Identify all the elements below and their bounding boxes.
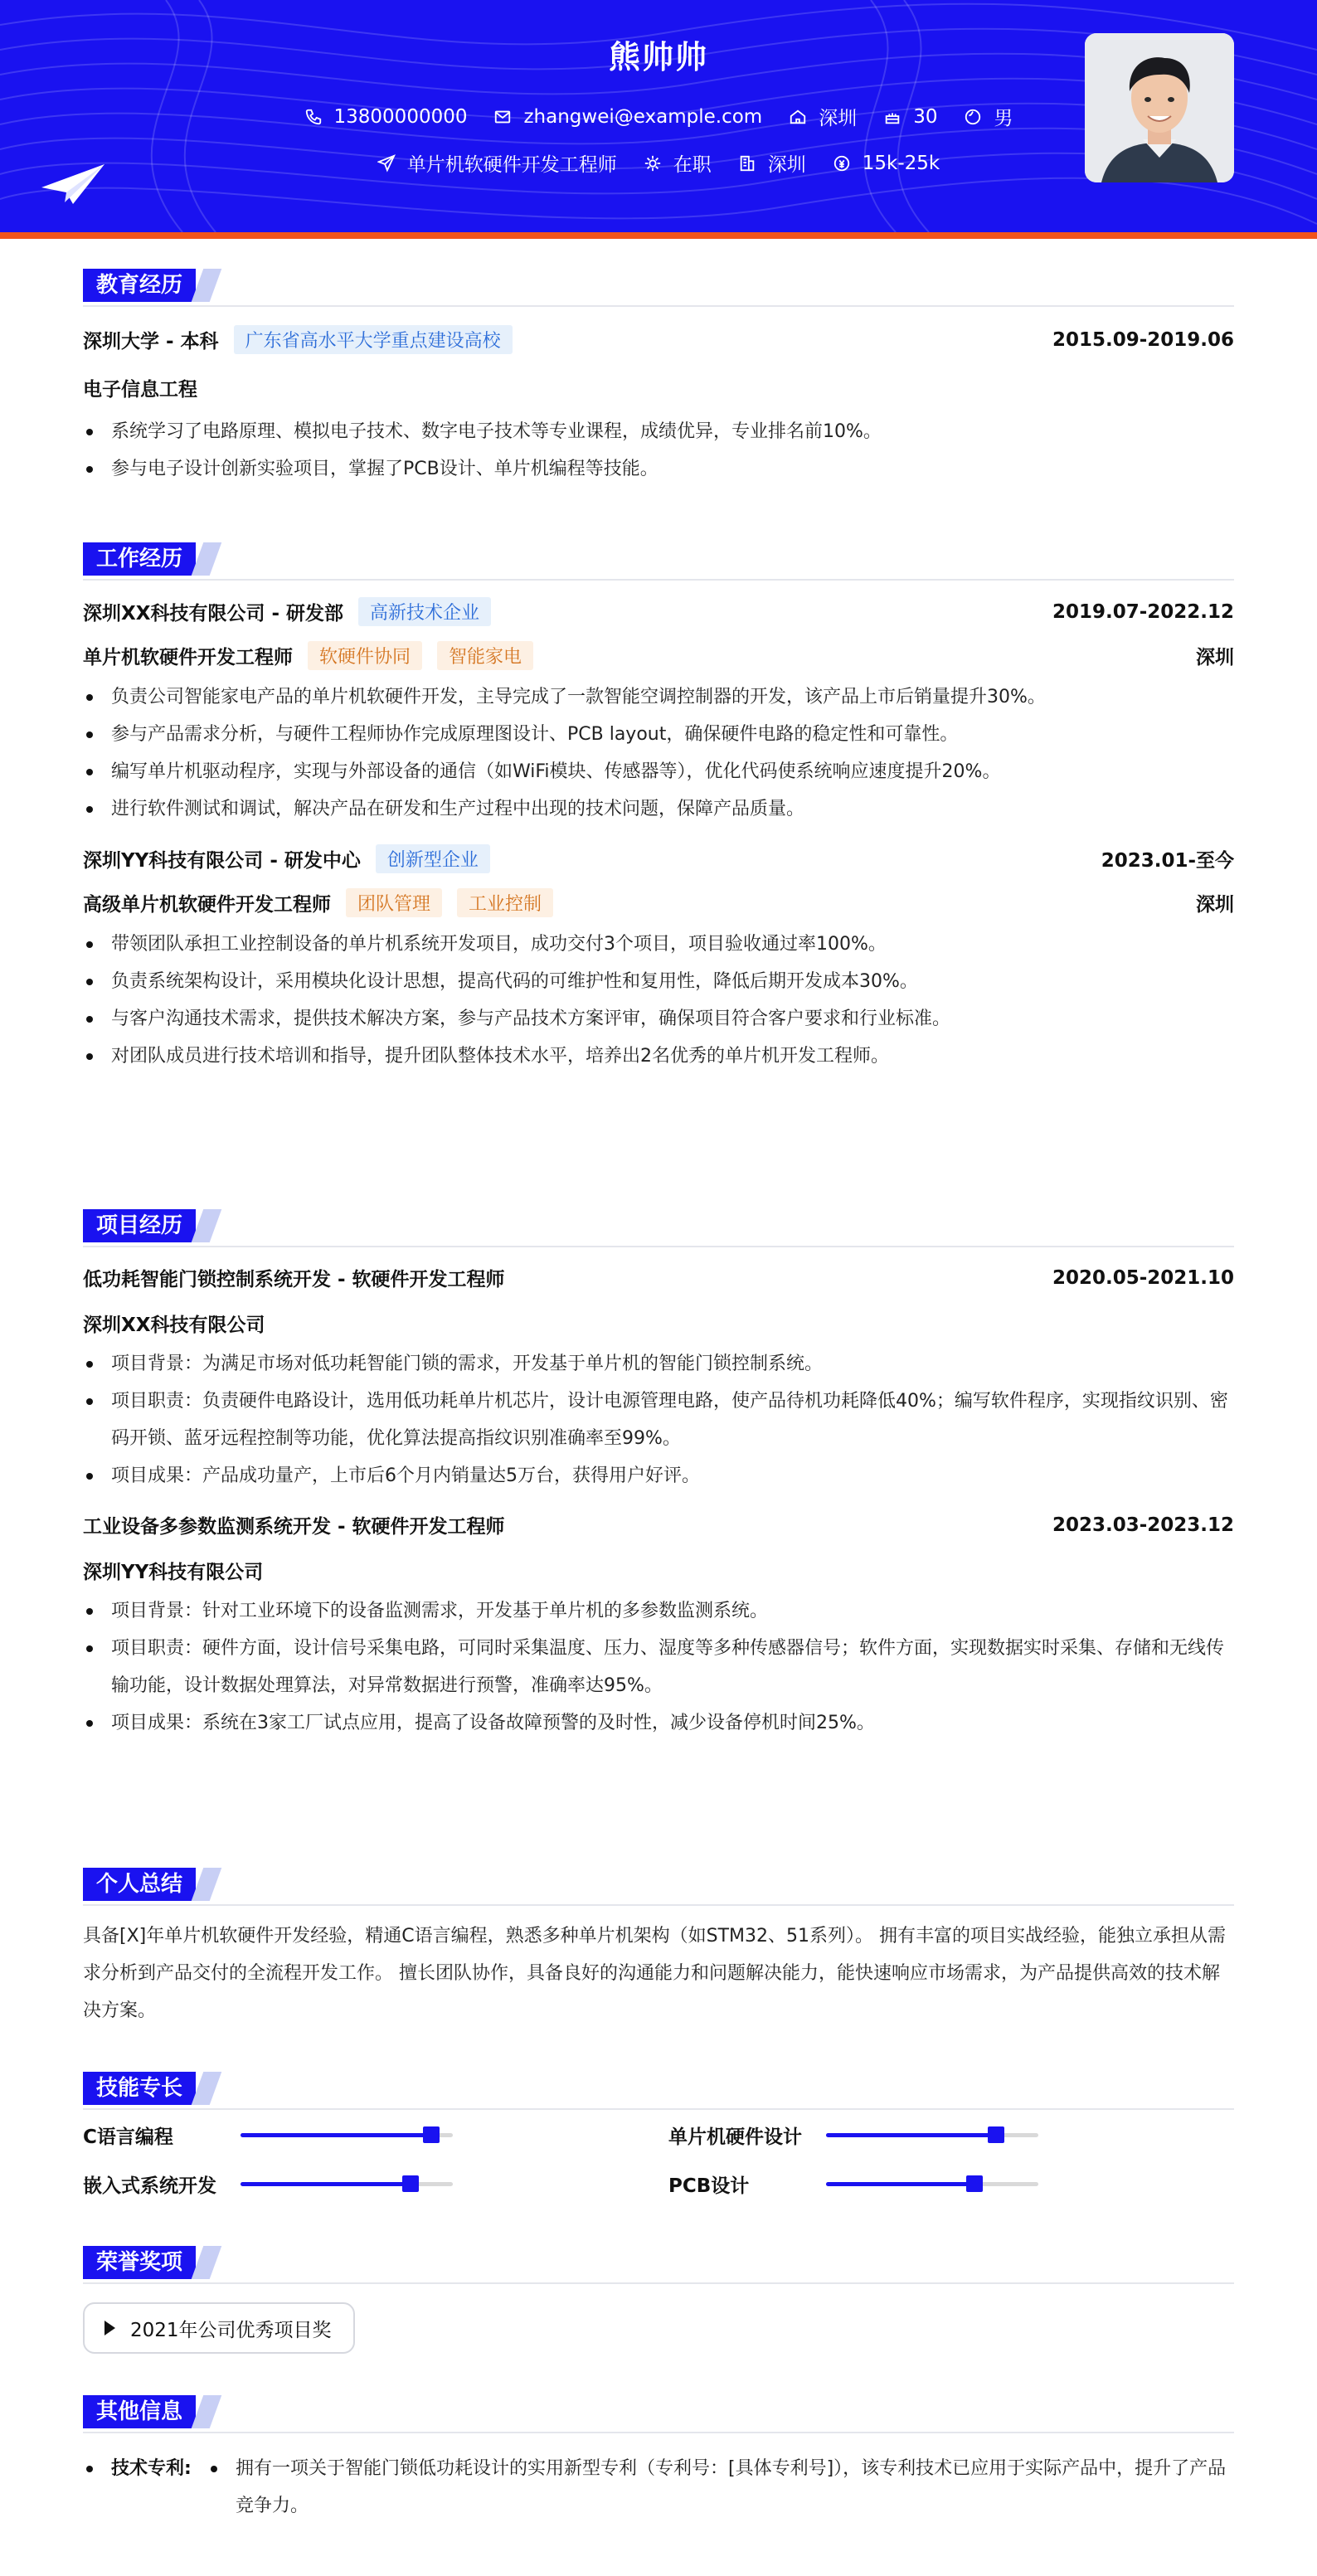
section-header xyxy=(83,1856,1234,1906)
phone-text: 13800000000 xyxy=(333,105,468,128)
other-info-row xyxy=(83,2450,1234,2525)
skill-bar xyxy=(826,2182,1038,2186)
skill-knob xyxy=(988,2126,1004,2143)
job-entry xyxy=(83,597,1234,828)
job-company-row xyxy=(83,597,1234,626)
job-city: 深圳 xyxy=(1196,894,1234,916)
job-bullets xyxy=(83,926,1234,1075)
section-header xyxy=(83,2384,1234,2433)
award-text: 2021年公司优秀项目奖 xyxy=(130,2319,332,2341)
list-item: 参与电子设计创新实验项目，掌握了PCB设计、单片机编程等技能。 xyxy=(83,450,1234,488)
company-tag: 高新技术企业 xyxy=(358,597,491,626)
skill-item xyxy=(83,2122,668,2149)
list-item: 项目成果：系统在3家工厂试点应用，提高了设备故障预警的及时性，减少设备停机时间25%。 xyxy=(83,1704,1234,1742)
salary-icon xyxy=(833,154,851,173)
send-icon xyxy=(377,154,396,173)
triangle-right-icon xyxy=(104,2321,115,2335)
list-item: 负责系统架构设计，采用模块化设计思想，提高代码的可维护性和复用性，降低后期开发成本30%。 xyxy=(83,963,1234,1000)
others-section xyxy=(83,2384,1234,2541)
resume-header xyxy=(0,0,1317,232)
role-tag: 智能家电 xyxy=(437,641,533,670)
target-position-text: 单片机软硬件开发工程师 xyxy=(406,154,617,176)
skill-bar xyxy=(826,2133,1038,2137)
gender-item xyxy=(964,103,1013,130)
skill-knob xyxy=(402,2175,419,2192)
job-entry xyxy=(83,844,1234,1075)
location-text: 深圳 xyxy=(819,108,858,129)
project-company: 深圳XX科技有限公司 xyxy=(83,1315,265,1336)
section-title: 工作经历 xyxy=(83,542,196,576)
project-date: 2023.03-2023.12 xyxy=(1052,1514,1234,1536)
job-role-row xyxy=(83,641,1234,670)
school-name: 深圳大学 - 本科 xyxy=(83,331,219,352)
header-accent-bar xyxy=(0,232,1317,239)
status-item xyxy=(644,149,712,177)
education-date: 2015.09-2019.06 xyxy=(1052,328,1234,351)
section-divider xyxy=(83,305,1234,307)
role-tag: 工业控制 xyxy=(457,888,553,917)
list-item: 项目职责：硬件方面，设计信号采集电路，可同时采集温度、压力、湿度等多种传感器信号；软件方面，实现数据实时采集、存储和无线传输功能，设计数据处理算法，对异常数据进行预警，准确率达95%。 xyxy=(83,1630,1234,1704)
section-title: 教育经历 xyxy=(83,269,196,302)
project-title-row xyxy=(83,1264,1234,1291)
section-divider xyxy=(83,2282,1234,2284)
project-company: 深圳YY科技有限公司 xyxy=(83,1562,264,1583)
section-title: 荣誉奖项 xyxy=(83,2246,196,2279)
project-title-row xyxy=(83,1511,1234,1538)
skill-name: C语言编程 xyxy=(83,2126,173,2148)
project-entry xyxy=(83,1511,1234,1742)
list-item: 负责公司智能家电产品的单片机软硬件开发，主导完成了一款智能空调控制器的开发，该产品上市后销量提升30%。 xyxy=(83,678,1234,716)
job-city: 深圳 xyxy=(1196,647,1234,668)
section-title: 个人总结 xyxy=(83,1868,196,1901)
skill-item xyxy=(83,2170,668,2198)
section-title-tail xyxy=(192,1868,222,1901)
section-divider xyxy=(83,1904,1234,1906)
project-name: 工业设备多参数监测系统开发 - 软硬件开发工程师 xyxy=(83,1516,505,1538)
section-title: 技能专长 xyxy=(83,2072,196,2105)
role-tag: 团队管理 xyxy=(346,888,442,917)
age-item xyxy=(883,106,937,128)
other-info-text: 拥有一项关于智能门锁低功耗设计的实用新型专利（专利号：[具体专利号]），该专利技术已应用于实际产品中，提升了产品竞争力。 xyxy=(207,2450,1234,2525)
list-item: 编写单片机驱动程序，实现与外部设备的通信（如WiFi模块、传感器等），优化代码使系统响应速度提升20%。 xyxy=(83,753,1234,790)
skill-name: PCB设计 xyxy=(668,2175,750,2197)
section-divider xyxy=(83,1246,1234,1247)
section-title: 其他信息 xyxy=(83,2395,196,2428)
email-text: zhangwei@example.com xyxy=(523,105,763,128)
job-role: 单片机软硬件开发工程师 xyxy=(83,647,293,668)
job-date: 2023.01-至今 xyxy=(1101,850,1234,872)
company-name: 深圳YY科技有限公司 - 研发中心 xyxy=(83,850,361,872)
job-company-row xyxy=(83,844,1234,873)
summary-section xyxy=(83,1856,1234,2060)
list-item: 进行软件测试和调试，解决产品在研发和生产过程中出现的技术问题，保障产品质量。 xyxy=(83,790,1234,828)
gender-icon xyxy=(964,108,982,126)
target-position-item xyxy=(377,149,617,177)
company-name: 深圳XX科技有限公司 - 研发部 xyxy=(83,603,344,625)
list-item: 项目背景：针对工业环境下的设备监测需求，开发基于单片机的多参数监测系统。 xyxy=(83,1592,1234,1630)
school-tag: 广东省高水平大学重点建设高校 xyxy=(234,325,513,354)
other-info-label: 技术专利: xyxy=(83,2450,207,2525)
award-item xyxy=(83,2302,355,2354)
skill-fill xyxy=(241,2182,411,2186)
salary-text: 15k-25k xyxy=(862,152,940,174)
list-item: 项目成果：产品成功量产，上市后6个月内销量达5万台，获得用户好评。 xyxy=(83,1457,1234,1495)
section-divider xyxy=(83,2108,1234,2110)
age-text: 30 xyxy=(913,105,938,128)
job-role-row xyxy=(83,888,1234,917)
skill-item xyxy=(668,2122,1232,2149)
education-bullets xyxy=(83,413,1234,488)
gender-text: 男 xyxy=(994,108,1013,129)
avatar-photo xyxy=(1085,33,1234,182)
skill-bar xyxy=(241,2133,453,2137)
education-school-row xyxy=(83,325,1234,354)
target-city-text: 深圳 xyxy=(767,154,806,176)
building-icon xyxy=(738,154,756,173)
section-title: 项目经历 xyxy=(83,1209,196,1242)
skill-name: 嵌入式系统开发 xyxy=(83,2175,216,2197)
skill-knob xyxy=(966,2175,983,2192)
list-item: 项目背景：为满足市场对低功耗智能门锁的需求，开发基于单片机的智能门锁控制系统。 xyxy=(83,1345,1234,1383)
age-icon xyxy=(883,108,901,126)
home-icon xyxy=(789,108,807,126)
education-major: 电子信息工程 xyxy=(83,379,197,401)
project-entry xyxy=(83,1264,1234,1495)
list-item: 带领团队承担工业控制设备的单片机系统开发项目，成功交付3个项目，项目验收通过率100%。 xyxy=(83,926,1234,963)
location-item xyxy=(789,103,857,130)
candidate-name: 熊帅帅 xyxy=(608,39,708,75)
phone-icon xyxy=(304,108,323,126)
section-header xyxy=(83,531,1234,581)
phone-item xyxy=(304,106,468,128)
section-header xyxy=(83,2060,1234,2110)
skill-name: 单片机硬件设计 xyxy=(668,2126,802,2148)
target-city-item xyxy=(738,149,806,177)
skill-fill xyxy=(826,2182,974,2186)
job-bullets xyxy=(83,678,1234,828)
project-date: 2020.05-2021.10 xyxy=(1052,1266,1234,1289)
role-tag: 软硬件协同 xyxy=(308,641,422,670)
honors-section xyxy=(83,2234,1234,2384)
section-divider xyxy=(83,579,1234,581)
list-item: 项目职责：负责硬件电路设计，选用低功耗单片机芯片，设计电源管理电路，使产品待机功耗降低40%；编写软件程序，实现指纹识别、密码开锁、蓝牙远程控制等功能，优化算法提高指纹识别准确率至99%。 xyxy=(83,1383,1234,1457)
project-name: 低功耗智能门锁控制系统开发 - 软硬件开发工程师 xyxy=(83,1269,505,1290)
salary-item xyxy=(833,153,940,174)
section-title-tail xyxy=(192,2246,222,2279)
status-icon xyxy=(644,154,662,173)
email-item xyxy=(493,106,762,128)
resume-body xyxy=(83,257,1234,2541)
section-header xyxy=(83,1198,1234,1247)
list-item: 与客户沟通技术需求，提供技术解决方案，参与产品技术方案评审，确保项目符合客户要求和行业标准。 xyxy=(83,1000,1234,1038)
company-tag: 创新型企业 xyxy=(376,844,490,873)
status-text: 在职 xyxy=(673,154,712,176)
section-header xyxy=(83,257,1234,307)
section-title-tail xyxy=(192,542,222,576)
section-title-tail xyxy=(192,2395,222,2428)
skill-knob xyxy=(423,2126,440,2143)
skills-grid xyxy=(83,2122,1234,2198)
section-title-tail xyxy=(192,2072,222,2105)
section-divider xyxy=(83,2432,1234,2433)
skill-fill xyxy=(826,2133,996,2137)
list-item: 参与产品需求分析，与硬件工程师协作完成原理图设计、PCB layout，确保硬件电路的稳定性和可靠性。 xyxy=(83,716,1234,753)
projects-section xyxy=(83,1198,1234,1856)
email-icon xyxy=(493,108,512,126)
section-title-tail xyxy=(192,1209,222,1242)
summary-text: 具备[X]年单片机软硬件开发经验，精通C语言编程，熟悉多种单片机架构（如STM32、51系列）。 拥有丰富的项目实战经验，能独立承担从需求分析到产品交付的全流程开发工作。 擅长团队协作，具备良好的沟通能力和问题解决能力，能快速响应市场需求，为产品提供高效的技术解决方案。 xyxy=(83,1926,1226,2021)
skill-bar xyxy=(241,2182,453,2186)
project-bullets xyxy=(83,1345,1234,1495)
list-item: 系统学习了电路原理、模拟电子技术、数字电子技术等专业课程，成绩优异，专业排名前10%。 xyxy=(83,413,1234,450)
skill-item xyxy=(668,2170,1232,2198)
skill-fill xyxy=(241,2133,431,2137)
job-role: 高级单片机软硬件开发工程师 xyxy=(83,894,331,916)
list-item: 对团队成员进行技术培训和指导，提升团队整体技术水平，培养出2名优秀的单片机开发工程师。 xyxy=(83,1038,1234,1075)
work-section xyxy=(83,531,1234,1198)
skills-section xyxy=(83,2060,1234,2234)
education-section xyxy=(83,257,1234,531)
project-bullets xyxy=(83,1592,1234,1742)
avatar xyxy=(1085,33,1234,182)
section-title-tail xyxy=(192,269,222,302)
section-header xyxy=(83,2234,1234,2284)
job-date: 2019.07-2022.12 xyxy=(1052,600,1234,623)
